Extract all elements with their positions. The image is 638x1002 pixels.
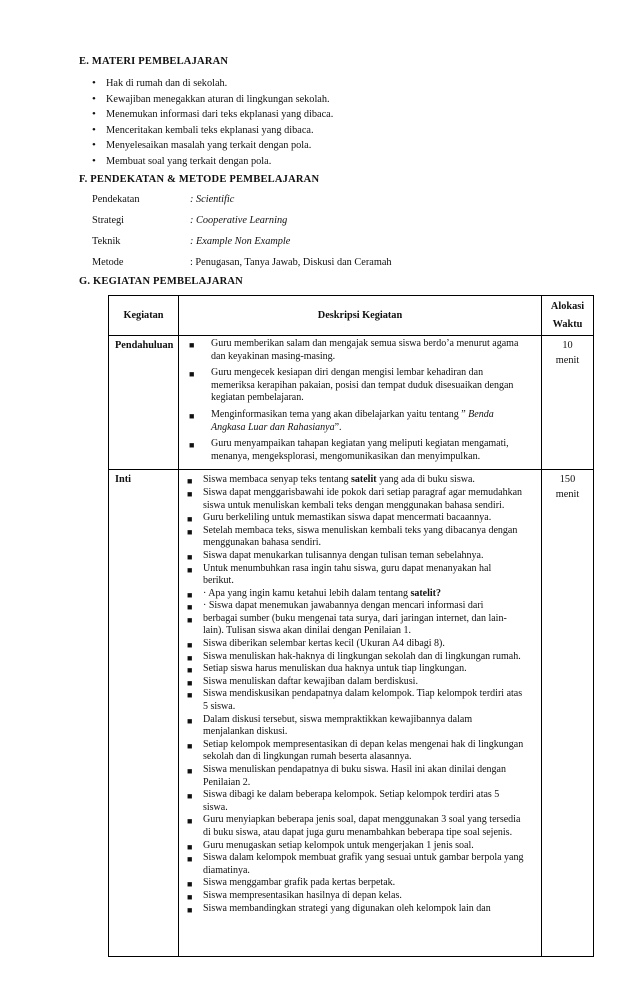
list-item: ■ Setiap kelompok mempresentasikan di depan kelas mengenai hak di lingkungan sekolah dan di lingkungan rumah beserta alasannya. bbox=[187, 738, 524, 763]
list-item: ■ Siswa dapat menggarisbawahi ide pokok dari setiap paragraf agar memudahkan siswa untuk menuliskan kembali teks dengan menggunakan bahasa sendiri. bbox=[187, 486, 523, 511]
list-item: ■ Siswa membaca senyap teks tentang satelit yang ada di buku siswa. bbox=[187, 474, 475, 487]
header-kegiatan: Kegiatan bbox=[109, 296, 179, 336]
list-item: • Menemukan informasi dari teks ekplanasi yang dibaca. bbox=[92, 107, 333, 123]
list-item: ■ Siswa mempresentasikan hasilnya di depan kelas. bbox=[187, 889, 402, 902]
method-value: : Penugasan, Tanya Jawab, Diskusi dan Ceramah bbox=[190, 257, 392, 268]
pendahuluan-description bbox=[179, 336, 542, 470]
list-item: • Kewajiban menegakkan aturan di lingkungan sekolah. bbox=[92, 92, 333, 108]
list-item: ■ Siswa dalam kelompok membuat grafik yang sesuai untuk gambar berpola yang diamatinya. bbox=[187, 852, 524, 876]
table-row bbox=[109, 336, 594, 470]
method-label: Strategi bbox=[92, 215, 125, 226]
list-item: • Menyelesaikan masalah yang terkait dengan pola. bbox=[92, 138, 333, 154]
kegiatan-table bbox=[108, 295, 594, 957]
list-item: ■ Setelah membaca teks, siswa menuliskan kembali teks yang dibacanya dengan menggunakan bahasa sendiri. bbox=[187, 524, 518, 549]
phase-inti: Inti bbox=[109, 470, 179, 957]
list-item: ■ Siswa menggambar grafik pada kertas berpetak. bbox=[187, 877, 396, 890]
waktu-pendahuluan: 10 menit bbox=[542, 336, 594, 470]
list-item: ■ Siswa diberikan selembar kertas kecil (Ukuran A4 dibagi 8). bbox=[187, 638, 445, 651]
list-item: ■ Siswa menuliskan daftar kewajiban dalam berdiskusi. bbox=[187, 675, 418, 688]
list-item: ■ · Apa yang ingin kamu ketahui lebih dalam tentang satelit? bbox=[187, 587, 441, 600]
materi-list bbox=[92, 76, 333, 170]
list-item: ■ Siswa mendiskusikan pendapatnya dalam kelompok. Tiap kelompok terdiri atas 5 siswa. bbox=[187, 688, 523, 713]
list-item: • Hak di rumah dan di sekolah. bbox=[92, 76, 333, 92]
list-item: ■ Untuk menumbuhkan rasa ingin tahu siswa, guru dapat menanyakan hal berikut. bbox=[187, 562, 492, 587]
list-item: ■ Siswa dapat menukarkan tulisannya dengan tulisan teman sebelahnya. bbox=[187, 549, 484, 562]
list-item: ■ Setiap siswa harus menuliskan dua haknya untuk tiap lingkungan. bbox=[187, 663, 467, 676]
header-alokasi: Alokasi Waktu bbox=[542, 296, 594, 336]
list-item: ■ berbagai sumber (buku mengenai tata surya, dari jaringan internet, dan lain- lain). Tulisan siswa akan dinilai dengan Penilaian 1. bbox=[187, 612, 507, 637]
waktu-inti: 150 menit bbox=[542, 470, 594, 957]
method-value: : Example Non Example bbox=[190, 236, 291, 247]
list-item: • Menceritakan kembali teks ekplanasi yang dibaca. bbox=[92, 123, 333, 139]
section-e-heading: E. MATERI PEMBELAJARAN bbox=[79, 56, 229, 67]
table-row bbox=[109, 470, 594, 957]
header-deskripsi: Deskripsi Kegiatan bbox=[179, 296, 542, 336]
list-item: ■ Guru berkeliling untuk memastikan siswa dapat mencermati bacaannya. bbox=[187, 512, 492, 525]
list-item: ■ Guru menugaskan setiap kelompok untuk mengerjakan 1 jenis soal. bbox=[187, 839, 474, 852]
list-item: ■ Siswa menuliskan pendapatnya di buku siswa. Hasil ini akan dinilai dengan Penilaian 2. bbox=[187, 764, 506, 788]
method-label: Pendekatan bbox=[92, 194, 140, 205]
list-item: ■ Siswa membandingkan strategi yang digunakan oleh kelompok lain dan bbox=[187, 902, 491, 915]
table-header-row bbox=[109, 296, 594, 336]
list-item: ■ Guru memberikan salam dan mengajak semua siswa berdo’a menurut agama dan keyakinan masing-masing. bbox=[189, 338, 519, 362]
list-item: ■ Siswa menuliskan hak-haknya di lingkungan sekolah dan di lingkungan rumah. bbox=[187, 650, 521, 663]
list-item: ■ Menginformasikan tema yang akan dibelajarkan yaitu tentang ” Benda Angkasa Luar dan Rahasianya”. bbox=[189, 408, 494, 433]
method-value: : Scientific bbox=[190, 194, 235, 205]
method-label: Metode bbox=[92, 257, 124, 268]
method-label: Teknik bbox=[92, 236, 121, 247]
section-f-heading: F. PENDEKATAN & METODE PEMBELAJARAN bbox=[79, 174, 320, 185]
list-item: ■ · Siswa dapat menemukan jawabannya dengan mencari informasi dari bbox=[187, 600, 484, 613]
list-item: ■ Dalam diskusi tersebut, siswa mempraktikkan kewajibannya dalam menjalankan diskusi. bbox=[187, 713, 473, 738]
method-value: : Cooperative Learning bbox=[190, 215, 288, 226]
list-item: ■ Guru menyiapkan beberapa jenis soal, dapat menggunakan 3 soal yang tersedia di buku siswa, atau dapat juga guru menambahkan beberapa tipe soal sejenis. bbox=[187, 814, 521, 838]
list-item: ■ Guru menyampaikan tahapan kegiatan yang meliputi kegiatan mengamati, menanya, mengeksplorasi, mengomunikasikan dan menyimpulkan. bbox=[189, 438, 509, 462]
list-item: • Membuat soal yang terkait dengan pola. bbox=[92, 154, 333, 170]
list-item: ■ Siswa dibagi ke dalam beberapa kelompok. Setiap kelompok terdiri atas 5 siswa. bbox=[187, 789, 500, 813]
section-g-heading: G. KEGIATAN PEMBELAJARAN bbox=[79, 276, 243, 287]
inti-description bbox=[179, 470, 542, 957]
list-item: ■ Guru mengecek kesiapan diri dengan mengisi lembar kehadiran dan memeriksa kerapihan pakaian, posisi dan tempat duduk disesuaikan dengan kegiatan pembelajaran. bbox=[189, 367, 514, 404]
phase-pendahuluan: Pendahuluan bbox=[109, 336, 179, 470]
